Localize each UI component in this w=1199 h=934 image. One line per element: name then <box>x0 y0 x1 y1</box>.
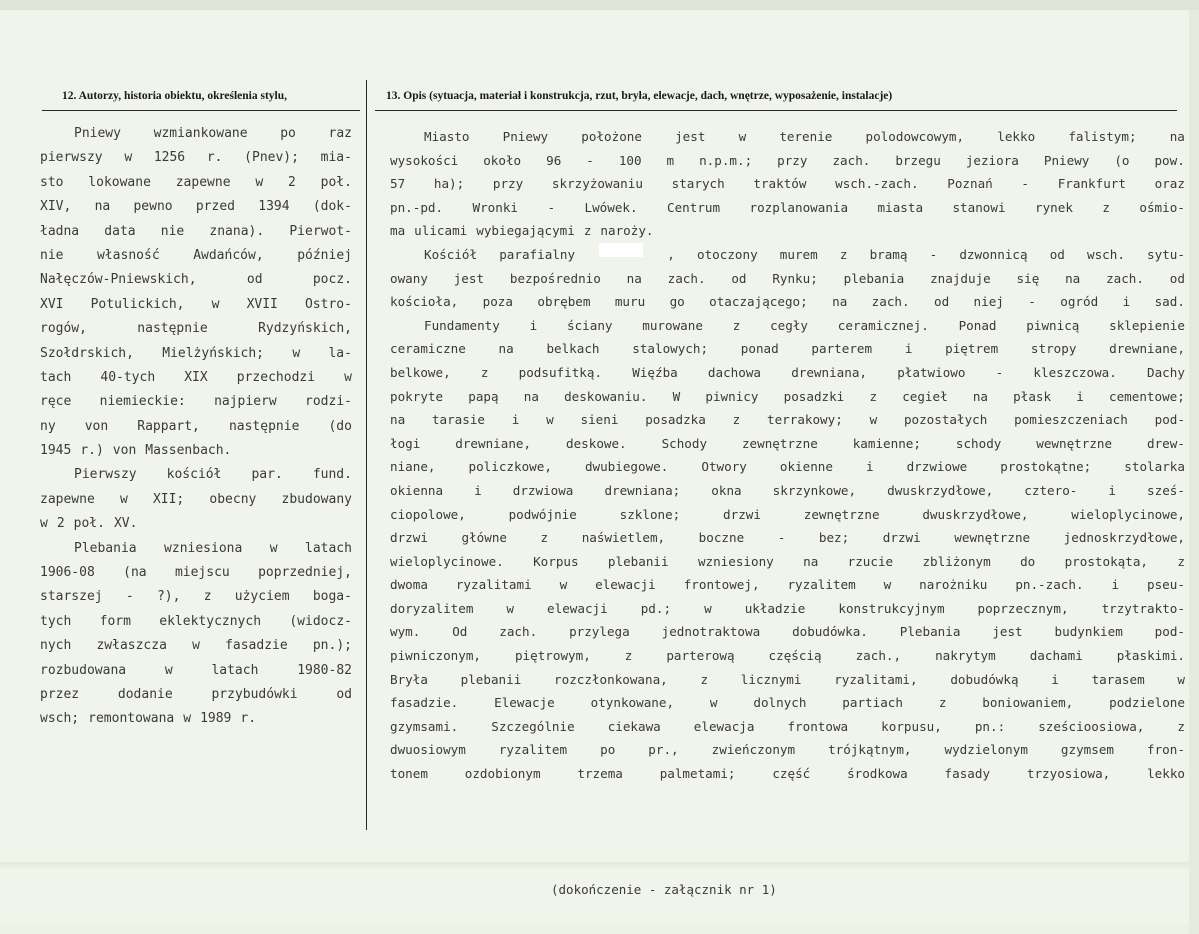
paper-edge <box>1189 10 1199 934</box>
text-line: łogi drewniane, deskowe. Schody zewnętrzne kamienne; schody wewnętrzne drew- <box>390 435 1185 451</box>
text-line: owany jest bezpośrednio na zach. od Rynku; plebania znajduje się na zach. od <box>390 270 1185 286</box>
text-line: wieloplycinowe. Korpus plebanii wzniesiony na rzucie zbliżonym do prostokąta, z <box>390 553 1185 569</box>
text-line: piwniczonym, piętrowym, z parterową częścią zach., nakrytym dachami płaskimi. <box>390 648 1185 664</box>
text-line: ny von Rappart, następnie (do <box>40 418 352 434</box>
section-13-heading: 13. Opis (sytuacja, materiał i konstrukcja, rzut, bryła, elewacje, dach, wnętrze, wyposażenie, instalacje) <box>386 90 893 102</box>
heading-rule-left <box>42 110 360 111</box>
continuation-note: (dokończenie - załącznik nr 1) <box>551 882 777 897</box>
text-line: ładna data nie znana). Pierwot- <box>40 223 352 239</box>
text-line: drzwi główne z naświetlem, boczne - bez; drzwi wewnętrzne jednoskrzydłowe, <box>390 530 1185 546</box>
text-line: tach 40-tych XIX przechodzi w <box>40 369 352 385</box>
text-line: pierwszy w 1256 r. (Pnev); mia- <box>40 150 352 166</box>
column-divider <box>366 80 367 534</box>
text-line: Fundamenty i ściany murowane z cegły ceramicznej. Ponad piwnicą sklepienie <box>424 317 1185 333</box>
text-line: przez dodanie przybudówki od <box>40 686 352 702</box>
text-line: rogów, następnie Rydzyńskich, <box>40 321 352 337</box>
text-line: 1945 r.) von Massenbach. <box>40 443 232 459</box>
text-line: dwoma ryzalitami w elewacji frontowej, ryzalitem w narożniku pn.-zach. i pseu- <box>390 577 1185 593</box>
text-line: ceramiczne na belkach stalowych; ponad parterem i piętrem stropy drewniane, <box>390 341 1185 357</box>
text-line: rozbudowana w latach 1980-82 <box>40 662 352 678</box>
text-line: XIV, na pewno przed 1394 (dok- <box>40 199 352 215</box>
text-line: 1906-08 (na miejscu poprzedniej, <box>40 565 352 581</box>
column-divider-lower <box>366 520 367 830</box>
text-line: XVI Potulickich, w XVII Ostro- <box>40 296 352 312</box>
text-line: 57 ha); przy skrzyżowaniu starych traktów wsch.-zach. Poznań - Frankfurt oraz <box>390 176 1185 192</box>
text-line: dwuosiowym ryzalitem po pr., zwieńczonym trójkątnym, wydzielonym gzymsem fron- <box>390 742 1185 758</box>
description-column <box>390 125 1185 786</box>
text-line: Pierwszy kościół par. fund. <box>74 467 352 483</box>
text-line: ciopolowe, podwójnie szklone; drzwi zewnętrzne dwuskrzydłowe, wieloplycinowe, <box>390 506 1185 522</box>
text-line: pn.-pd. Wronki - Lwówek. Centrum rozplanowania miasta stanowi rynek z ośmio- <box>390 199 1185 215</box>
text-line: nych zwłaszcza w fasadzie pn.); <box>40 638 352 654</box>
text-line: gzymsami. Szczególnie ciekawa elewacja frontowa korpusu, pn.: sześcioosiowa, z <box>390 718 1185 734</box>
text-line: starszej - ?), z użyciem boga- <box>40 589 352 605</box>
text-line: na tarasie i w sieni posadzka z terrakowy; w pozostałych pomieszczeniach pod- <box>390 412 1185 428</box>
text-line: w 2 poł. XV. <box>40 516 138 532</box>
text-line: kościoła, poza obrębem muru go otaczającego; na zach. od niej - ogród i sad. <box>390 294 1185 310</box>
text-line: belkowe, z podsufitką. Więźba dachowa drewniana, płatwiowo - kleszczowa. Dachy <box>390 364 1185 380</box>
text-line: Miasto Pniewy położone jest w terenie polodowcowym, lekko falistym; na <box>424 129 1185 144</box>
text-line: Szołdrskich, Mielżyńskich; w la- <box>40 345 352 361</box>
text-line: tych form eklektycznych (widocz- <box>40 613 352 629</box>
text-line: Kościół parafialny , otoczony murem z bramą - dzwonnicą od wsch. sytu- <box>390 243 1185 267</box>
text-line: wym. Od zach. przylega jednotraktowa dobudówka. Plebania jest budynkiem pod- <box>390 624 1185 640</box>
text-line: Pniewy wzmiankowane po raz <box>74 126 352 141</box>
text-line: ma ulicami wybiegającymi z naroży. <box>390 223 654 239</box>
text-line: zapewne w XII; obecny zbudowany <box>40 491 352 507</box>
redacted-text <box>599 243 643 257</box>
text-line: Plebania wzniesiona w latach <box>74 540 352 556</box>
text-line: ręce niemieckie: najpierw rodzi- <box>40 394 352 410</box>
paper-fold <box>0 862 1199 870</box>
text-line: doryzalitem w elewacji pd.; w układzie konstrukcyjnym poprzecznym, trzytrakto- <box>390 600 1185 616</box>
section-12-heading: 12. Autorzy, historia obiektu, określenia stylu, <box>62 90 288 102</box>
history-column <box>40 122 352 732</box>
text-line: wsch; remontowana w 1989 r. <box>40 711 257 727</box>
text-line: okienna i drzwiowa drewniana; okna skrzynkowe, dwuskrzydłowe, cztero- i sześ- <box>390 482 1185 498</box>
heading-rule-right <box>375 110 1177 111</box>
text-line: tonem ozdobionym trzema palmetami; część środkowa fasady trzyosiowa, lekko <box>390 766 1185 782</box>
text-line: Bryła plebanii rozczłonkowana, z licznymi ryzalitami, dobudówką i tarasem w <box>390 671 1185 687</box>
text-line: nie własność Awdańców, później <box>40 247 352 263</box>
text-line: fasadzie. Elewacje otynkowane, w dolnych partiach z boniowaniem, podzielone <box>390 695 1185 711</box>
text-line: sto lokowane zapewne w 2 poł. <box>40 174 352 190</box>
text-line: wysokości około 96 - 100 m n.p.m.; przy zach. brzegu jeziora Pniewy (o pow. <box>390 152 1185 168</box>
text-line: niane, policzkowe, dwubiegowe. Otwory okienne i drzwiowe prostokątne; stolarka <box>390 459 1185 475</box>
text-line: Nałęczów-Pniewskich, od pocz. <box>40 272 352 288</box>
text-line: pokryte papą na deskowaniu. W piwnicy posadzki z cegieł na płask i cementowe; <box>390 388 1185 404</box>
